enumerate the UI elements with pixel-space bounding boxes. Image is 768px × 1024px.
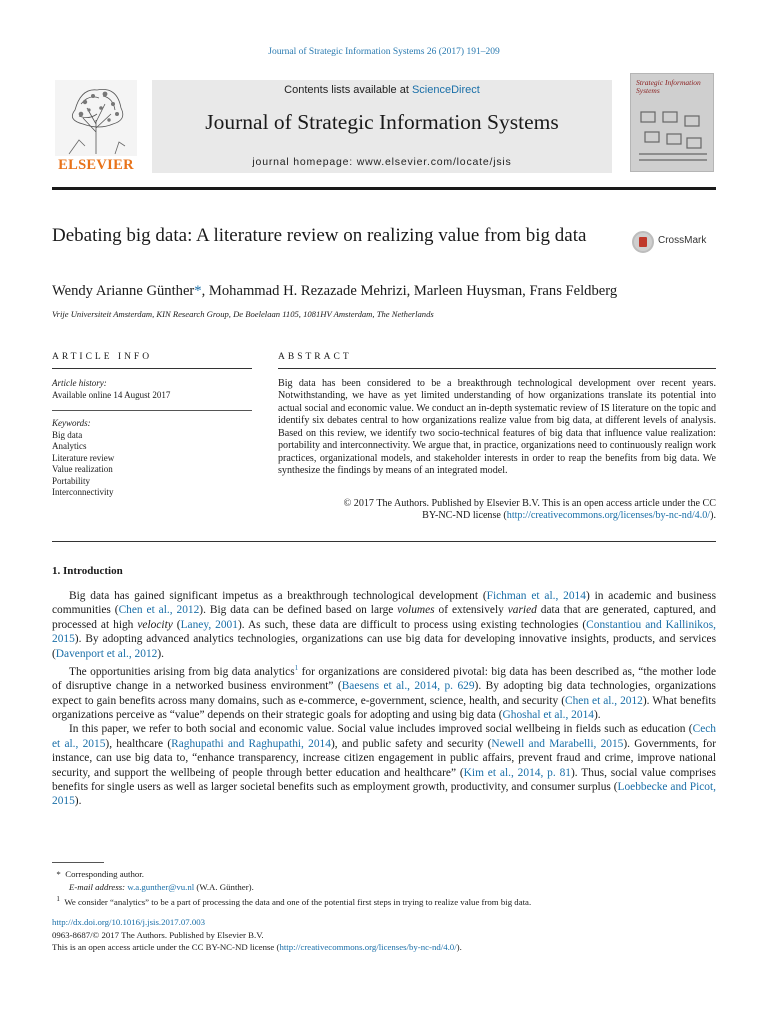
footnotes	[52, 868, 716, 908]
keyword-item: Analytics	[52, 441, 87, 451]
article-title: Debating big data: A literature review on realizing value from big data	[52, 225, 587, 246]
corresponding-author-note	[52, 868, 716, 881]
keywords-block	[52, 418, 252, 499]
citation-link[interactable]: Chen et al., 2012	[565, 694, 643, 707]
license-line	[278, 510, 716, 522]
footnote-rule	[52, 862, 104, 863]
citation-link[interactable]: Kim et al., 2014, p. 81	[463, 766, 571, 779]
affiliation: Vrije Universiteit Amsterdam, KIN Research Group, De Boelelaan 1105, 1081HV Amsterdam, The Netherlands	[52, 309, 434, 319]
text-run: (	[172, 618, 181, 631]
journal-banner	[52, 80, 716, 186]
oa-suffix: ).	[456, 942, 462, 952]
citation-link[interactable]: Newell and Marabelli, 2015	[491, 737, 624, 750]
copyright-line: © 2017 The Authors. Published by Elsevier B.V. This is an open access article under the CC	[343, 498, 716, 509]
license-suffix: ).	[710, 510, 716, 522]
article-info-divider	[52, 410, 252, 411]
elsevier-logo[interactable]	[52, 80, 140, 178]
text-run: ). By adopting advanced analytics technologies, organizations can use big data for developing innovative insights, products, and services (	[52, 633, 716, 660]
front-matter-rule	[52, 541, 716, 542]
footnote-marker: *	[56, 869, 61, 879]
intro-paragraph-2	[52, 661, 716, 722]
intro-paragraph-1	[52, 589, 716, 661]
article-info-rule	[52, 368, 252, 369]
intro-body	[52, 589, 716, 809]
footnote-marker: 1	[56, 895, 60, 903]
crossmark-badge[interactable]	[632, 231, 722, 255]
keyword-item: Big data	[52, 429, 83, 440]
crossmark-label: CrossMark	[658, 235, 707, 246]
license-link[interactable]: http://creativecommons.org/licenses/by-nc-nd/4.0/	[506, 510, 711, 522]
abstract-rule	[278, 368, 716, 369]
text-run: ). Governments, for instance, can use big data to, “enhance transparency, increase citizen engagement in public affairs, prevent fraud and crime, improve national security, and support the wellbeing of people through better education and healthcare” (	[52, 737, 717, 779]
text-run: ) in academic and business communities (	[52, 590, 716, 617]
sciencedirect-link[interactable]: ScienceDirect	[411, 84, 480, 96]
email-note	[52, 881, 716, 894]
corresponding-author-marker[interactable]: *	[194, 283, 202, 299]
keyword-item: Interconnectivity	[52, 487, 114, 497]
text-run: for organizations are considered pivotal: big data has been described as, “the mother lode of disruptive change in a networked business environment” (	[52, 665, 717, 693]
history-value: Available online 14 August 2017	[52, 389, 171, 400]
author-list	[52, 283, 722, 300]
footnote-ref[interactable]: 1	[294, 664, 299, 673]
text-run: ). Big data can be defined based on large	[199, 604, 398, 617]
contents-prefix: Contents lists available at	[284, 84, 412, 96]
doi-link[interactable]: http://dx.doi.org/10.1016/j.jsis.2017.07.003	[52, 917, 206, 927]
history-label: Article history:	[52, 378, 107, 388]
oa-prefix: This is an open access article under the CC BY-NC-ND license (	[52, 942, 280, 952]
citation-link[interactable]: Loebbecke and Picot, 2015	[52, 781, 716, 808]
banner-rule	[52, 187, 716, 190]
author-first: Wendy Arianne Günther	[52, 283, 195, 299]
elsevier-wordmark: ELSEVIER	[58, 157, 134, 173]
article-info-heading: ARTICLE INFO	[52, 352, 153, 362]
journal-reference[interactable]: Journal of Strategic Information Systems 26 (2017) 191–209	[268, 47, 500, 57]
citation-link[interactable]: Baesens et al., 2014, p. 629	[341, 680, 475, 693]
citation-link[interactable]: Raghupathi and Raghupathi, 2014	[171, 737, 331, 750]
citation-link[interactable]: Chen et al., 2012	[118, 604, 200, 617]
emphasis: velocity	[137, 618, 173, 631]
author-rest: , Mohammad H. Rezazade Mehrizi, Marleen Huysman, Frans Feldberg	[201, 283, 618, 299]
journal-title: Journal of Strategic Information Systems	[205, 110, 559, 134]
footer-license-link[interactable]: http://creativecommons.org/licenses/by-nc-nd/4.0/	[279, 942, 457, 952]
article-history	[52, 378, 252, 401]
keyword-item: Literature review	[52, 452, 115, 463]
text-run: of extensively	[434, 604, 508, 617]
section-heading-introduction: 1. Introduction	[52, 565, 123, 577]
emphasis: volumes	[397, 604, 435, 617]
issn-line: 0963-8687/© 2017 The Authors. Published by Elsevier B.V.	[52, 929, 264, 940]
corresponding-text: Corresponding author.	[65, 869, 144, 879]
tree-logo-icon	[55, 80, 137, 156]
text-run: In this paper, we refer to both social and economic value. Social value includes improved social wellbeing in fields such as education (	[69, 723, 693, 736]
citation-link[interactable]: Constantiou and Kallinikos, 2015	[52, 618, 716, 646]
email-suffix: (W.A. Günther).	[194, 881, 254, 892]
text-run: ).	[74, 795, 82, 808]
keywords-label: Keywords:	[52, 418, 91, 428]
cover-graphic-icon	[637, 108, 709, 166]
intro-paragraph-3	[52, 722, 716, 808]
footnote-1-text: We consider “analytics” to be a part of processing the data and one of the potential first steps in trying to realize value from big data.	[64, 896, 532, 907]
text-run: ). As such, these data are difficult to process using existing technologies (	[237, 618, 587, 631]
abstract-text: Big data has been considered to be a breakthrough technological development over recent years. Notwithstanding, we have as yet limited understanding of how organizations translate its potential into actual social and economic value. We conduct an in-depth systematic review of IS literature on the topic and identify six debates central to how organizations realize value from big data, at different levels of analysis. Based on this review, we identify two socio-technical features of big data that influence value realization: portability and interconnectivity. We argue that, in practice, organizations need to continuously realign work practices, organizational models, and stakeholder interests in order to reap the benefits from big data. We synthesize the findings by means of an integrated model.	[278, 378, 716, 477]
citation-link[interactable]: Cech et al., 2015	[52, 723, 716, 750]
crossmark-icon	[632, 231, 654, 253]
page-footer	[52, 916, 716, 954]
journal-masthead	[152, 80, 612, 173]
text-run: ).	[593, 709, 601, 722]
citation-link[interactable]: Laney, 2001	[180, 618, 238, 631]
keyword-item: Value realization	[52, 464, 113, 474]
abstract-heading: ABSTRACT	[278, 352, 352, 362]
text-run: The opportunities arising from big data analytics	[69, 665, 295, 678]
citation-link[interactable]: Ghoshal et al., 2014	[502, 709, 594, 722]
text-run: ), healthcare (	[105, 737, 172, 750]
abstract-copyright	[278, 498, 716, 523]
cover-title: Strategic Information Systems	[636, 78, 701, 95]
text-run: Big data has gained significant impetus as a breakthrough technological development (	[69, 590, 487, 602]
text-run: ). Thus, social value comprises benefits for single users as well as larger societal benefits such as employment growth, productivity, and consumer surplus (	[52, 766, 716, 794]
journal-homepage[interactable]: journal homepage: www.elsevier.com/locate/jsis	[252, 156, 512, 168]
keyword-item: Portability	[52, 475, 90, 486]
text-run: ).	[157, 647, 164, 660]
email-link[interactable]: w.a.gunther@vu.nl	[127, 881, 195, 892]
email-label: E-mail address:	[69, 881, 128, 892]
text-run: data that are generated, captured, and processed at high	[52, 604, 716, 631]
emphasis: varied	[507, 604, 537, 617]
open-access-line	[52, 941, 716, 954]
license-prefix: BY-NC-ND license (	[422, 510, 507, 522]
citation-link[interactable]: Davenport et al., 2012	[55, 647, 158, 660]
journal-cover-thumbnail[interactable]	[630, 73, 714, 172]
text-run: ). What benefits organizations perceive as “value” depends on their strategic goals for adopting and using big data (	[52, 694, 716, 722]
footnote-1	[52, 893, 716, 908]
citation-link[interactable]: Fichman et al., 2014	[486, 590, 586, 602]
contents-line	[152, 84, 612, 96]
text-run: ), and public safety and security (	[330, 737, 492, 750]
text-run: ). By adopting big data technologies, organizations expect to gain benefits across many domains, such as e-commerce, e-government, science, health, and security (	[52, 680, 716, 707]
